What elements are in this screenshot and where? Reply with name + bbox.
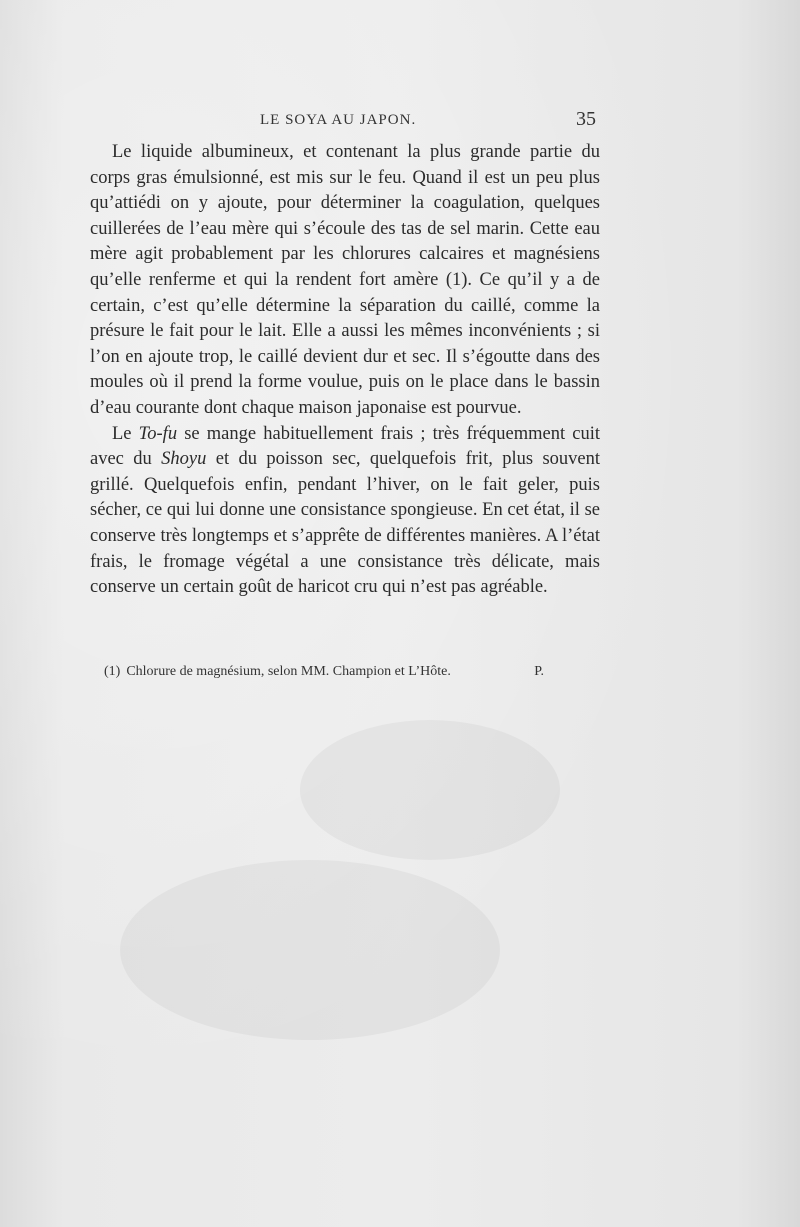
italic-term: Shoyu [161,449,207,470]
footnote-signature: P. [534,664,544,679]
paragraph [90,422,600,601]
paragraph-text: Le liquide albumineux, et contenant la plus grande partie du corps gras émulsionné, est mis sur le feu. Quand il est un peu plus qu’attiédi on y ajoute, pour déterminer la coagulation, quelques cuillerées de l’eau mère qui s’écoule des tas de sel marin. Cette eau mère agit probablement par les chlorures calcaires et magnésiens qu’elle renferme et qui la rendent fort amère (1). Ce qu’il y a de certain, c’est qu’elle détermine la séparation du caillé, comme la présure le fait pour le lait. Elle a aussi les mêmes inconvénients ; si l’on en ajoute trop, le caillé devient dur et sec. Il s’égoutte dans des moules où il prend la forme voulue, puis on le place dans le bassin d’eau courante dont chaque maison japonaise est pourvue. [90,142,600,418]
italic-term: To-fu [138,423,178,444]
paragraph [90,140,600,422]
footnote [104,664,584,680]
paragraph-text: Le [112,423,139,444]
paragraph-text: se mange habituellement frais ; très fréquemment cuit avec du [90,423,601,470]
page-header [90,108,600,136]
running-title: LE SOYA AU JAPON. [260,112,417,128]
paper-stain [300,720,560,860]
body-text [90,140,600,601]
page-number: 35 [576,108,596,130]
paper-stain [120,860,500,1040]
footnote-text: Chlorure de magnésium, selon MM. Champion et L’Hôte. [126,664,451,679]
footnote-marker: (1) [104,664,121,679]
paragraph-text: et du poisson sec, quelquefois frit, plus souvent grillé. Quelquefois enfin, pendant l’hiver, on le fait geler, puis sécher, ce qui lui donne une consistance spongieuse. En cet état, il se conserve très longtemps et s’apprête de différentes manières. A l’état frais, le fromage végétal a une consistance très délicate, mais conserve un certain goût de haricot cru qui n’est pas agréable. [90,449,600,598]
